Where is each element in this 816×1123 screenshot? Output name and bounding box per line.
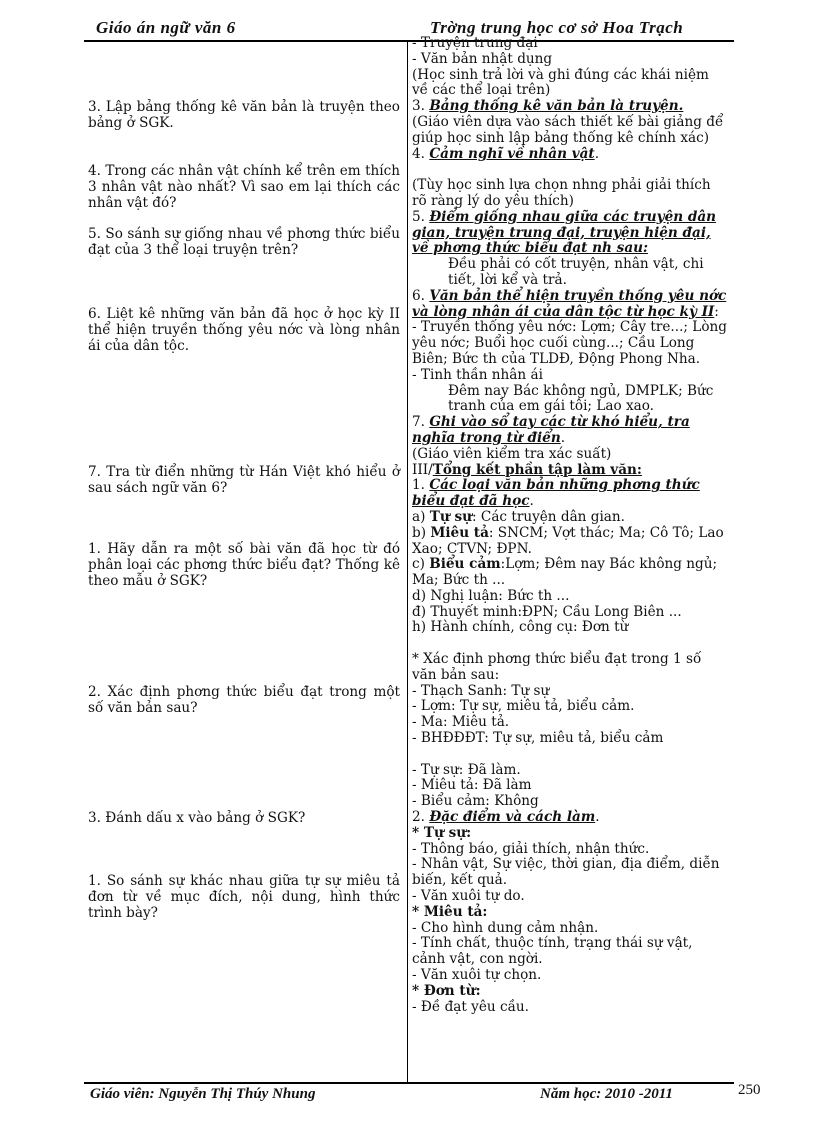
answer-line: (Học sinh trả lời và ghi đúng các khái niệm về các thể loại trên) [412, 66, 709, 99]
answer-line: - Truyền thống yêu nớc: Lợm; Cây tre...; Lòng yêu nớc; Buổi học cuối cùng...; Cầu Long Biên; Bức th của TLDĐ, Động Phong Nha. [412, 319, 727, 367]
answer-line: - Tinh thần nhân ái [412, 366, 543, 383]
category-heading: * Đơn từ: [412, 982, 481, 999]
answer-line: - Tính chất, thuộc tính, trạng thái sự vật, cảnh vật, con ngời. [412, 935, 693, 968]
answer-line: - Cho hình dung cảm nhận. [412, 919, 599, 936]
subsection-2-heading: 2. Đặc điểm và cách làm. [412, 809, 600, 826]
answer-line: Đều phải có cốt truyện, nhân vật, chi tiết, lời kể và trả. [448, 256, 704, 288]
answer-line: Đêm nay Bác không ngủ, DMPLK; Bức tranh của em gái tôi; Lao xao. [448, 382, 714, 415]
question-identify: 2. Xác định phơng thức biểu đạt trong một số văn bản sau? [88, 684, 400, 716]
question-3: 3. Lập bảng thống kê văn bản là truyện theo bảng ở SGK. [88, 99, 400, 131]
answer-line: b) Miêu tả: SNCM; Vợt thác; Ma; Cô Tô; Lao Xao; CTVN; ĐPN. [412, 524, 724, 557]
spacer [412, 747, 728, 763]
category-heading: * Miêu tả: [412, 903, 488, 920]
footer-year: Năm học: 2010 -2011 [540, 1086, 673, 1102]
footer-rule [84, 1082, 734, 1084]
answer-line: * Xác định phơng thức biểu đạt trong 1 số văn bản sau: [412, 651, 702, 683]
answer-line: - Nhân vật, Sự việc, thời gian, địa điểm, diễn biến, kết quả. [412, 856, 720, 889]
question-4: 4. Trong các nhân vật chính kể trên em thích 3 nhân vật nào nhất? Vì sao em lại thích các nhân vật đó? [88, 163, 400, 211]
section-6-heading: 6. Văn bản thể hiện truyền thống yêu nớc và lòng nhân ái của dân tộc từ học kỳ II: [412, 287, 727, 320]
answer-line: - Thạch Sanh: Tự sự [412, 682, 550, 699]
part-3-heading: III/Tổng kết phần tập làm văn: [412, 461, 642, 478]
section-5-heading: 5. Điểm giống nhau giữa các truyện dân gian, truyện trung đại, truyện hiện đại, về phơng thức biểu đạt nh sau: [412, 208, 717, 257]
answer-line: (Tùy học sinh lựa chọn nhng phải giải thích rõ ràng lý do yêu thích) [412, 177, 711, 209]
answer-line: - Văn bản nhật dụng [412, 50, 553, 67]
answer-line: d) Nghị luận: Bức th ... [412, 587, 570, 604]
subsection-1-heading: 1. Các loại văn bản những phơng thức biểu đạt đã học. [412, 477, 700, 510]
answer-line: - Văn xuôi tự chọn. [412, 967, 542, 984]
question-compare: 1. So sánh sự khác nhau giữa tự sự miêu tả đơn từ về mục đích, nội dung, hình thức trình bày? [88, 873, 400, 921]
question-5: 5. So sánh sự giống nhau về phơng thức biểu đạt của 3 thể loại truyện trên? [88, 226, 400, 258]
answer-line: h) Hành chính, công cụ: Đơn từ [412, 619, 629, 636]
answer-line: a) Tự sự: Các truyện dân gian. [412, 508, 625, 525]
page-number: 250 [738, 1082, 761, 1098]
answer-line: - Miêu tả: Đã làm [412, 777, 532, 794]
answer-line: - Ma: Miêu tả. [412, 714, 510, 731]
answer-line: - Lợm: Tự sự, miêu tả, biểu cảm. [412, 698, 635, 715]
footer-teacher: Giáo viên: Nguyễn Thị Thúy Nhung [90, 1086, 316, 1102]
answer-line: - Thông báo, giải thích, nhận thức. [412, 840, 650, 857]
answer-line: - Văn xuôi tự do. [412, 888, 525, 905]
spacer [412, 636, 728, 652]
spacer [412, 162, 728, 178]
header-subject: Giáo án ngữ văn 6 [96, 18, 236, 37]
answer-line: - Đề đạt yêu cầu. [412, 998, 529, 1015]
category-heading: * Tự sự: [412, 824, 472, 841]
question-7: 7. Tra từ điển những từ Hán Việt khó hiểu ở sau sách ngữ văn 6? [88, 464, 400, 496]
section-7-heading: 7. Ghi vào sổ tay các từ khó hiểu, tra nghĩa trong từ điển. [412, 414, 690, 446]
question-6: 6. Liệt kê những văn bản đã học ở học kỳ II thể hiện truyền thống yêu nớc và lòng nhân ái của dân tộc. [88, 306, 400, 354]
header-school: Trờng trung học cơ sở Hoa Trạch [430, 18, 684, 37]
column-divider [407, 40, 408, 1082]
answer-line: - Truyện trung đại [412, 35, 538, 51]
answer-line: c) Biểu cảm:Lợm; Đêm nay Bác không ngủ; Ma; Bức th ... [412, 556, 718, 589]
answer-line: - BHĐĐĐT: Tự sự, miêu tả, biểu cảm [412, 730, 664, 747]
question-classify: 1. Hãy dẫn ra một số bài văn đã học từ đó phân loại các phơng thức biểu đạt? Thống kê theo mẫu ở SGK? [88, 541, 400, 589]
answer-line: (Giáo viên kiểm tra xác suất) [412, 445, 612, 462]
answer-line: (Giáo viên dựa vào sách thiết kế bài giảng để giúp học sinh lập bảng thống kê chính xác) [412, 113, 724, 146]
question-mark: 3. Đánh dấu x vào bảng ở SGK? [88, 810, 306, 826]
answer-line: đ) Thuyết minh:ĐPN; Cầu Long Biên ... [412, 603, 682, 620]
answer-line: - Biểu cảm: Không [412, 793, 539, 810]
answer-column [412, 36, 728, 1015]
section-4-heading: 4. Cảm nghĩ về nhân vật. [412, 145, 600, 162]
answer-line: - Tự sự: Đã làm. [412, 761, 521, 778]
section-3-heading: 3. Bảng thống kê văn bản là truyện. [412, 98, 684, 115]
